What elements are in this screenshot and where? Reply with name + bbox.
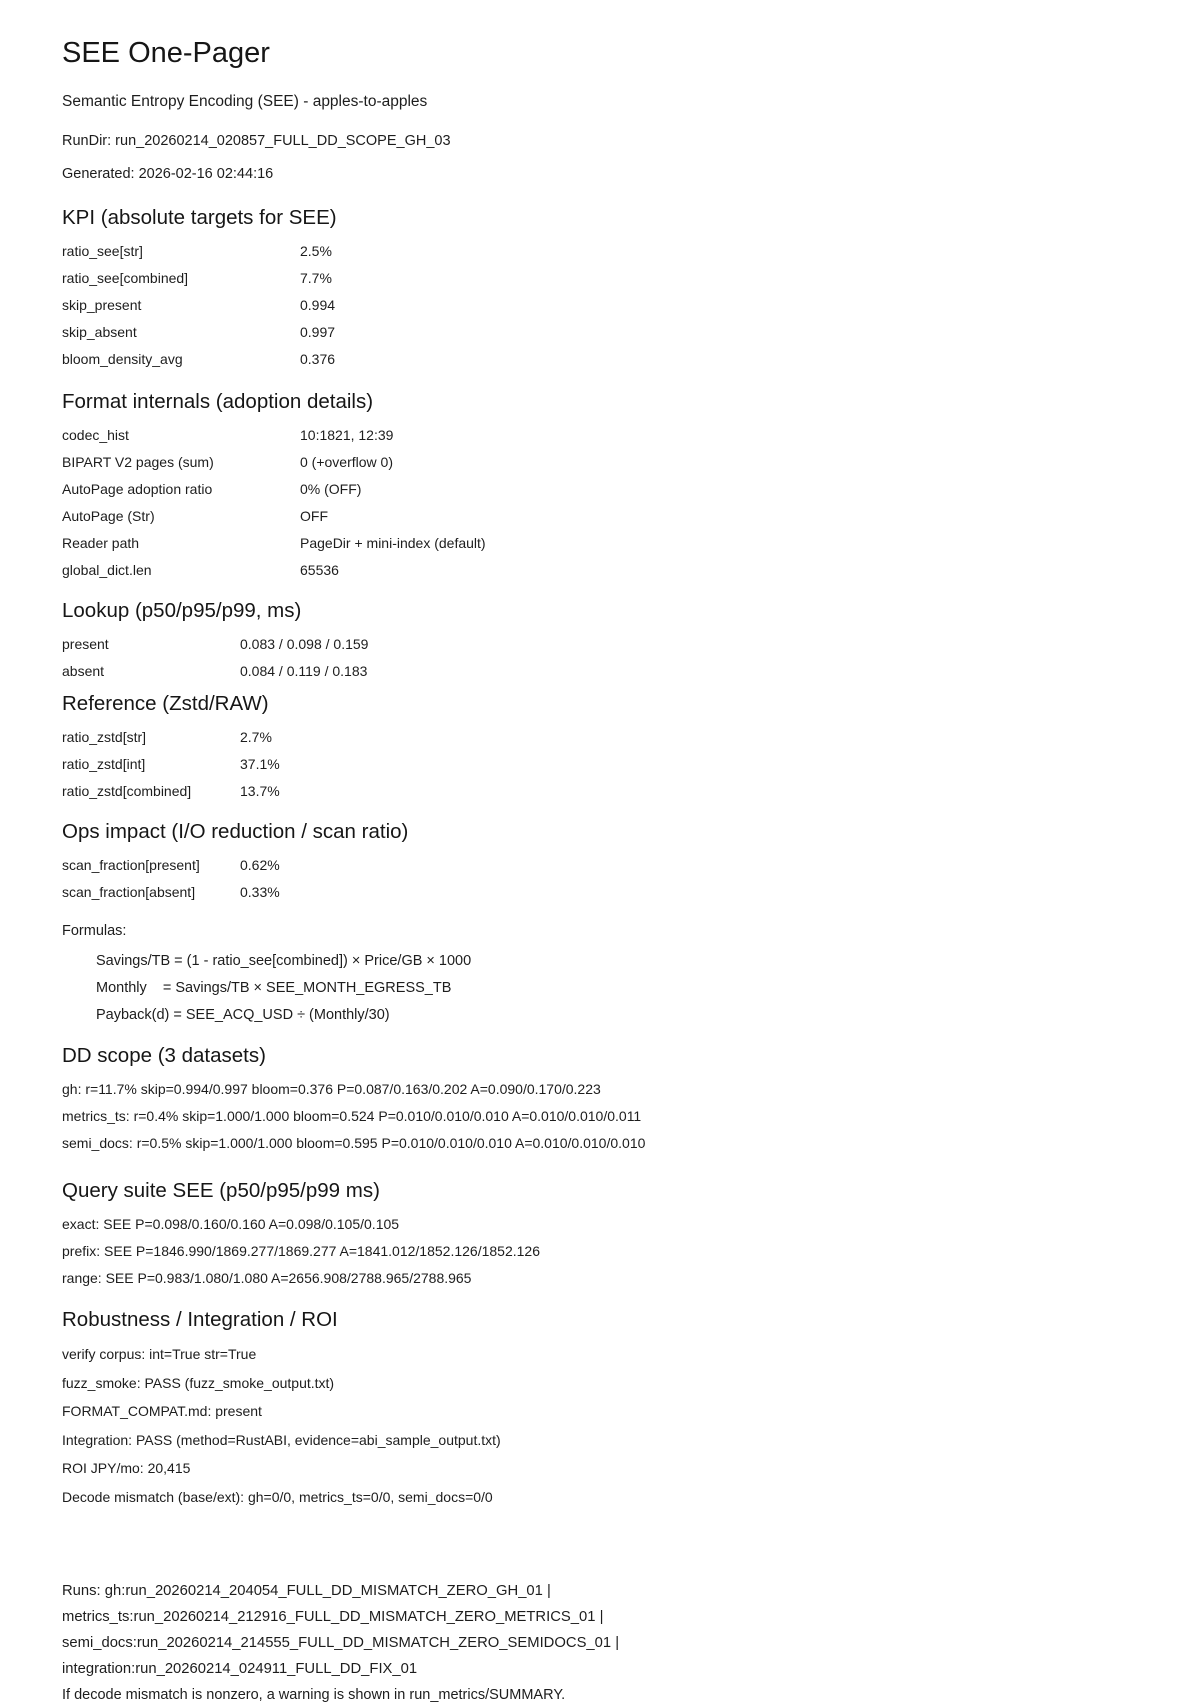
format-internals-rows — [62, 422, 1140, 584]
kpi-row-value: 0.994 — [300, 297, 336, 313]
reference-row-label: ratio_zstd[int] — [62, 756, 146, 772]
lookup-row — [62, 658, 1140, 685]
kpi-row — [62, 238, 1140, 265]
robustness-line: Integration: PASS (method=RustABI, evidence=abi_sample_output.txt) — [62, 1431, 501, 1448]
lookup-row-value: 0.083 / 0.098 / 0.159 — [240, 636, 369, 652]
format-row-label: codec_hist — [62, 427, 129, 443]
kpi-row-value: 2.5% — [300, 243, 332, 259]
lookup-row — [62, 631, 1140, 658]
dd-scope-lines — [62, 1076, 1140, 1157]
robustness-line: Decode mismatch (base/ext): gh=0/0, metrics_ts=0/0, semi_docs=0/0 — [62, 1488, 493, 1505]
lookup-row-value: 0.084 / 0.119 / 0.183 — [240, 663, 368, 679]
kpi-section-heading: KPI (absolute targets for SEE) — [62, 206, 337, 229]
robustness-line: FORMAT_COMPAT.md: present — [62, 1403, 262, 1419]
ops-row — [62, 852, 1140, 879]
ops-impact-section-heading: Ops impact (I/O reduction / scan ratio) — [62, 820, 409, 843]
dd-scope-section-heading: DD scope (3 datasets) — [62, 1044, 266, 1067]
formulas-label: Formulas: — [62, 923, 127, 939]
dd-scope-line: gh: r=11.7% skip=0.994/0.997 bloom=0.376 P=0.087/0.163/0.202 A=0.090/0.170/0.223 — [62, 1081, 601, 1097]
kpi-row-label: bloom_density_avg — [62, 351, 183, 367]
kpi-row — [62, 346, 1140, 373]
format-row-label: global_dict.len — [62, 562, 152, 578]
robustness-line: fuzz_smoke: PASS (fuzz_smoke_output.txt) — [62, 1374, 335, 1391]
kpi-rows — [62, 238, 1140, 373]
format-row-value: 0 (+overflow 0) — [300, 454, 393, 470]
reference-rows — [62, 724, 1140, 805]
query-suite-section-heading: Query suite SEE (p50/p95/p99 ms) — [62, 1179, 380, 1202]
format-row-label: AutoPage adoption ratio — [62, 481, 213, 497]
robustness-lines — [62, 1340, 1140, 1511]
format-row-value: 10:1821, 12:39 — [300, 427, 394, 443]
mismatch-warning-note: If decode mismatch is nonzero, a warning is shown in run_metrics/SUMMARY. — [62, 1687, 566, 1703]
lookup-row-label: absent — [62, 663, 105, 679]
format-row — [62, 422, 1140, 449]
runs-block — [62, 1578, 1140, 1682]
ops-row-label: scan_fraction[absent] — [62, 884, 196, 900]
dd-scope-line: metrics_ts: r=0.4% skip=1.000/1.000 bloom=0.524 P=0.010/0.010/0.010 A=0.010/0.010/0.011 — [62, 1108, 642, 1124]
query-suite-line: exact: SEE P=0.098/0.160/0.160 A=0.098/0.105/0.105 — [62, 1216, 400, 1232]
robustness-line: ROI JPY/mo: 20,415 — [62, 1460, 191, 1476]
kpi-row-label: skip_absent — [62, 324, 137, 340]
reference-row-value: 37.1% — [240, 756, 280, 772]
format-row-value: 0% (OFF) — [300, 481, 362, 497]
runs-line: integration:run_20260214_024911_FULL_DD_FIX_01 — [62, 1661, 418, 1677]
format-row-value: PageDir + mini-index (default) — [300, 535, 486, 551]
reference-row-label: ratio_zstd[str] — [62, 729, 147, 745]
kpi-row-value: 0.997 — [300, 324, 336, 340]
format-internals-section-heading: Format internals (adoption details) — [62, 390, 374, 413]
reference-section-heading: Reference (Zstd/RAW) — [62, 692, 269, 715]
ops-row-label: scan_fraction[present] — [62, 857, 200, 873]
reference-row-value: 2.7% — [240, 729, 272, 745]
query-suite-line: prefix: SEE P=1846.990/1869.277/1869.277 A=1841.012/1852.126/1852.126 — [62, 1243, 540, 1259]
kpi-row-label: ratio_see[str] — [62, 243, 143, 259]
page-title: SEE One-Pager — [62, 37, 270, 69]
page-subtitle: Semantic Entropy Encoding (SEE) - apples-to-apples — [62, 93, 428, 110]
kpi-row — [62, 265, 1140, 292]
ops-impact-rows — [62, 852, 1140, 906]
format-row — [62, 476, 1140, 503]
reference-row — [62, 751, 1140, 778]
lookup-rows — [62, 631, 1140, 685]
reference-row — [62, 724, 1140, 751]
kpi-row-value: 0.376 — [300, 351, 336, 367]
formula-line: Payback(d) = SEE_ACQ_USD ÷ (Monthly/30) — [96, 1007, 390, 1023]
format-row — [62, 557, 1140, 584]
runs-line: Runs: gh:run_20260214_204054_FULL_DD_MISMATCH_ZERO_GH_01 | — [62, 1583, 551, 1599]
format-row-label: BIPART V2 pages (sum) — [62, 454, 214, 470]
format-row-value: 65536 — [300, 562, 339, 578]
kpi-row — [62, 292, 1140, 319]
formula-line: Savings/TB = (1 - ratio_see[combined]) × Price/GB × 1000 — [96, 953, 472, 969]
ops-row-value: 0.33% — [240, 884, 280, 900]
kpi-row-label: ratio_see[combined] — [62, 270, 189, 286]
format-row — [62, 449, 1140, 476]
reference-row-value: 13.7% — [240, 783, 280, 799]
format-row — [62, 530, 1140, 557]
runs-line: metrics_ts:run_20260214_212916_FULL_DD_MISMATCH_ZERO_METRICS_01 | — [62, 1609, 604, 1625]
formula-line: Monthly = Savings/TB × SEE_MONTH_EGRESS_TB — [96, 980, 452, 996]
run-dir-line: RunDir: run_20260214_020857_FULL_DD_SCOPE_GH_03 — [62, 133, 451, 149]
lookup-section-heading: Lookup (p50/p95/p99, ms) — [62, 599, 302, 622]
format-row-value: OFF — [300, 508, 328, 524]
dd-scope-line: semi_docs: r=0.5% skip=1.000/1.000 bloom=0.595 P=0.010/0.010/0.010 A=0.010/0.010/0.010 — [62, 1135, 646, 1151]
query-suite-line: range: SEE P=0.983/1.080/1.080 A=2656.908/2788.965/2788.965 — [62, 1270, 472, 1286]
ops-row-value: 0.62% — [240, 857, 280, 873]
robustness-line: verify corpus: int=True str=True — [62, 1346, 257, 1362]
kpi-row-label: skip_present — [62, 297, 142, 313]
reference-row — [62, 778, 1140, 805]
kpi-row-value: 7.7% — [300, 270, 332, 286]
query-suite-lines — [62, 1211, 1140, 1292]
kpi-row — [62, 319, 1140, 346]
formulas-block — [62, 948, 1140, 1029]
generated-line: Generated: 2026-02-16 02:44:16 — [62, 166, 274, 182]
reference-row-label: ratio_zstd[combined] — [62, 783, 192, 799]
robustness-section-heading: Robustness / Integration / ROI — [62, 1308, 338, 1331]
format-row-label: Reader path — [62, 535, 140, 551]
runs-line: semi_docs:run_20260214_214555_FULL_DD_MISMATCH_ZERO_SEMIDOCS_01 | — [62, 1635, 620, 1651]
ops-row — [62, 879, 1140, 906]
lookup-row-label: present — [62, 636, 109, 652]
format-row-label: AutoPage (Str) — [62, 508, 155, 524]
format-row — [62, 503, 1140, 530]
